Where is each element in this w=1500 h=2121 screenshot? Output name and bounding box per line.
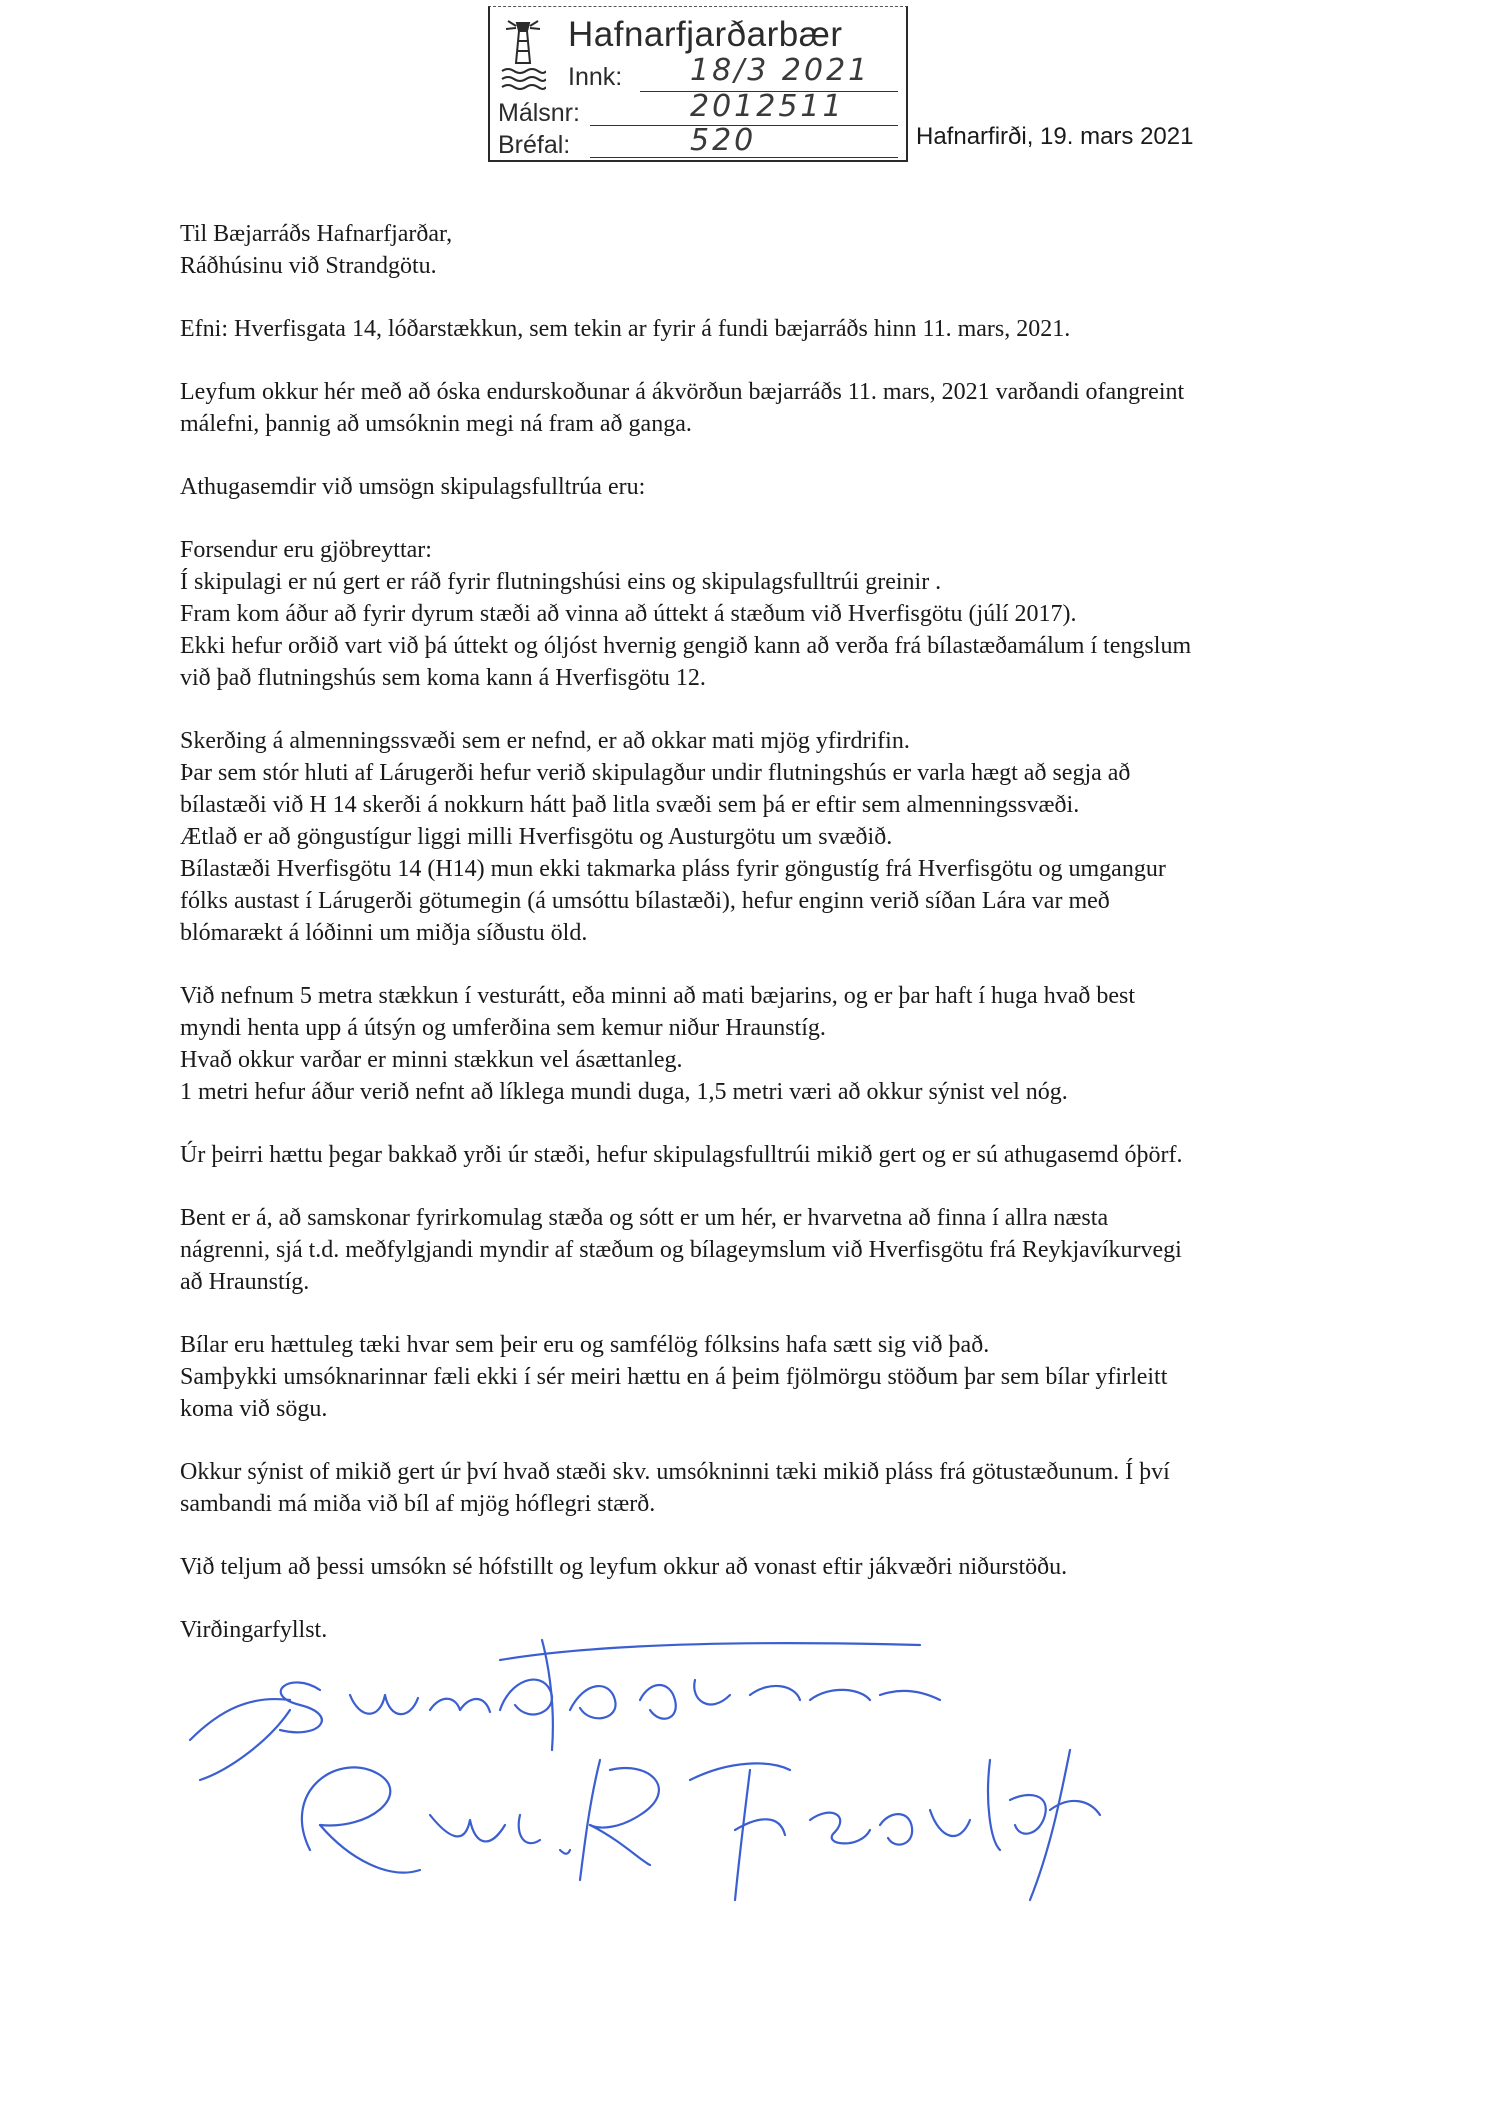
paragraph [180, 725, 1330, 949]
paragraph-line: sambandi má miða við bíl af mjög hóflegri stærð. [180, 1491, 656, 1517]
paragraph-line: nágrenni, sjá t.d. meðfylgjandi myndir af stæðum og bílageymslum við Hverfisgötu frá Reykjavíkurvegi [180, 1237, 1182, 1263]
paragraph-line: Samþykki umsóknarinnar fæli ekki í sér meiri hættu en á þeim fjölmörgu stöðum þar sem bílar yfirleitt [180, 1364, 1168, 1390]
paragraph-line: Bílar eru hættuleg tæki hvar sem þeir eru og samfélög fólksins hafa sætt sig við það. [180, 1332, 990, 1358]
paragraph-line: bílastæði við H 14 skerði á nokkurn hátt það litla svæði sem þá er eftir sem almenningssvæði. [180, 792, 1080, 818]
paragraph-line: Þar sem stór hluti af Lárugerði hefur verið skipulagður undir flutningshús er varla hægt að segja að [180, 760, 1131, 786]
paragraph-line: Úr þeirri hættu þegar bakkað yrði úr stæði, hefur skipulagsfulltrúi mikið gert og er sú athugasemd óþörf. [180, 1142, 1183, 1168]
paragraph-line: Ekki hefur orðið vart við þá úttekt og óljóst hvernig gengið kann að verða frá bílastæðamálum í tengslum [180, 633, 1192, 659]
paragraph [180, 376, 1330, 440]
paragraph-line: Okkur sýnist of mikið gert úr því hvað stæði skv. umsókninni tæki mikið pláss frá götustæðunum. Í því [180, 1459, 1170, 1485]
paragraph-line: 1 metri hefur áður verið nefnt að líklega mundi duga, 1,5 metri væri að okkur sýnist vel nóg. [180, 1079, 1068, 1105]
stamp-letter-value: 520 [690, 123, 757, 158]
subject-text: Efni: Hverfisgata 14, lóðarstækkun, sem tekin ar fyrir á fundi bæjarráðs hinn 11. mars, 2021. [180, 316, 1071, 342]
stamp-organization: Hafnarfjarðarbær [568, 15, 843, 54]
paragraph [180, 471, 1330, 503]
paragraph [180, 534, 1330, 694]
paragraph-line: Í skipulagi er nú gert er ráð fyrir flutningshúsi eins og skipulagsfulltrúi greinir . [180, 569, 942, 595]
paragraph-line: Athugasemdir við umsögn skipulagsfulltrúa eru: [180, 474, 646, 500]
paragraph-line: koma við sögu. [180, 1396, 328, 1422]
paragraph-line: málefni, þannig að umsóknin megi ná fram að ganga. [180, 411, 692, 437]
paragraph [180, 1329, 1330, 1425]
closing-text: Virðingarfyllst. [180, 1617, 328, 1643]
place-and-date: Hafnarfirði, 19. mars 2021 [916, 123, 1194, 150]
letter-body [180, 218, 1330, 1677]
paragraph [180, 980, 1330, 1108]
paragraph-line: fólks austast í Lárugerði götumegin (á umsóttu bílastæði), hefur enginn verið síðan Lára var með [180, 888, 1110, 914]
letter-paragraphs [180, 376, 1330, 1583]
paragraph-line: Fram kom áður að fyrir dyrum stæði að vinna að úttekt á stæðum við Hverfisgötu (júlí 2017). [180, 601, 1077, 627]
paragraph-line: Forsendur eru gjöbreyttar: [180, 537, 432, 563]
paragraph-line: við það flutningshús sem koma kann á Hverfisgötu 12. [180, 665, 706, 691]
received-stamp [488, 6, 908, 162]
paragraph-line: Við teljum að þessi umsókn sé hófstillt og leyfum okkur að vonast eftir jákvæðri niðurstöðu. [180, 1554, 1068, 1580]
paragraph-line: Skerðing á almenningssvæði sem er nefnd, er að okkar mati mjög yfirdrifin. [180, 728, 910, 754]
paragraph-line: Við nefnum 5 metra stækkun í vesturátt, eða minni að mati bæjarins, og er þar haft í huga hvað best [180, 983, 1136, 1009]
recipient-line: Ráðhúsinu við Strandgötu. [180, 253, 437, 279]
stamp-case-label: Málsnr: [498, 99, 580, 127]
paragraph-line: að Hraunstíg. [180, 1269, 310, 1295]
stamp-received-label: Innk: [568, 63, 623, 91]
paragraph [180, 1551, 1330, 1583]
stamp-case-value: 2012511 [690, 89, 845, 124]
recipient-block [180, 218, 1330, 282]
handwritten-signatures [170, 1600, 1250, 1930]
paragraph-line: Bent er á, að samskonar fyrirkomulag stæða og sótt er um hér, er hvarvetna að finna í allra næsta [180, 1205, 1109, 1231]
paragraph-line: Bílastæði Hverfisgötu 14 (H14) mun ekki takmarka pláss fyrir göngustíg frá Hverfisgötu og umgangur [180, 856, 1166, 882]
paragraph-line: myndi henta upp á útsýn og umferðina sem kemur niður Hraunstíg. [180, 1015, 826, 1041]
paragraph-line: blómarækt á lóðinni um miðja síðustu öld. [180, 920, 588, 946]
paragraph [180, 1456, 1330, 1520]
stamp-received-value: 18/3 2021 [690, 53, 871, 88]
paragraph-line: Hvað okkur varðar er minni stækkun vel ásættanleg. [180, 1047, 683, 1073]
lighthouse-logo-icon [500, 17, 546, 91]
paragraph [180, 1202, 1330, 1298]
paragraph [180, 1139, 1330, 1171]
paragraph-line: Leyfum okkur hér með að óska endurskoðunar á ákvörðun bæjarráðs 11. mars, 2021 varðandi ofangreint [180, 379, 1185, 405]
paragraph-line: Ætlað er að göngustígur liggi milli Hverfisgötu og Austurgötu um svæðið. [180, 824, 893, 850]
stamp-letter-label: Bréfal: [498, 131, 571, 159]
subject-line [180, 313, 1330, 345]
recipient-line: Til Bæjarráðs Hafnarfjarðar, [180, 221, 453, 247]
